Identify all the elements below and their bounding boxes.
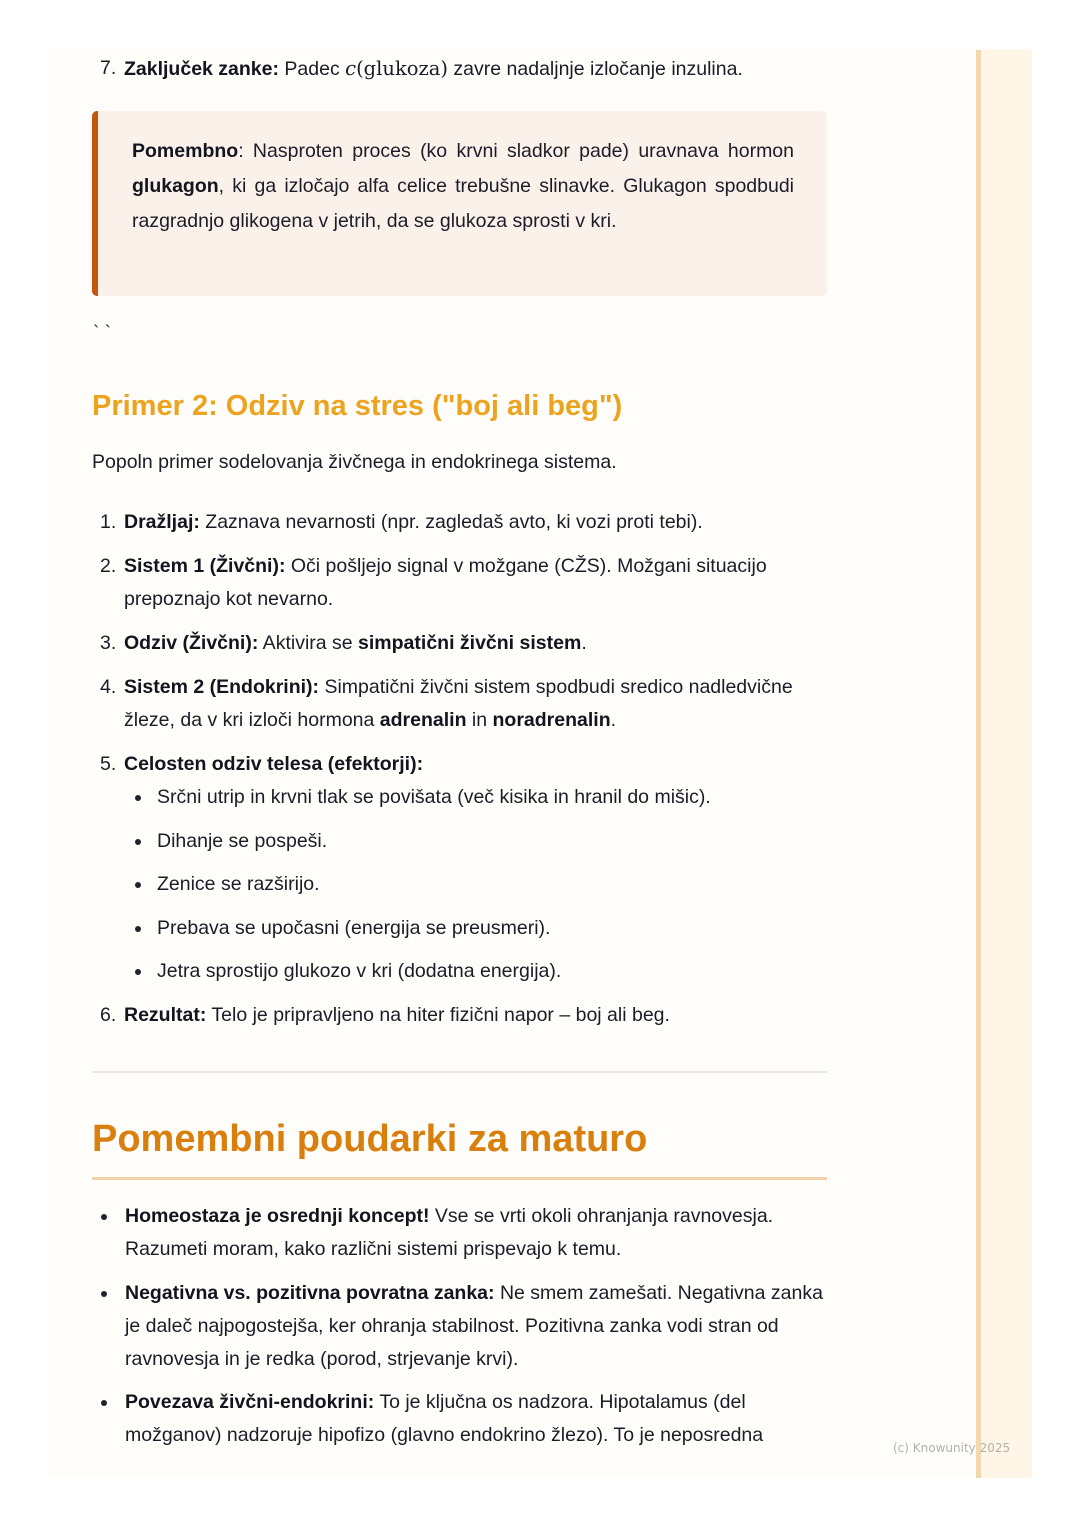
math-expression: c(glukoza) [345,57,449,80]
section-heading-example2: Primer 2: Odziv na stres ("boj ali beg") [92,390,623,422]
highlight-item: Homeostaza je osrednji koncept! Vse se vrti okoli ohranjanja ravnovesja. Razumeti moram, kako različni sistemi prispevajo k temu. [92,1200,827,1266]
callout-label: Pomembno [132,140,239,162]
important-callout: Pomembno: Nasproten proces (ko krvni sladkor pade) uravnava hormon glukagon, ki ga izločajo alfa celice trebušne slinavke. Glukagon spodbudi razgradnjo glikogena v jetrih, da se glukoza sprosti v kri. [92,111,827,296]
heading-underline [92,1177,827,1180]
top-list-item [92,52,827,86]
bullet-item: Srčni utrip in krvni tlak se povišata (več kisika in hranil do mišic). [124,781,832,814]
list-item-4: 4. Sistem 2 (Endokrini): Simpatični živčni sistem spodbudi sredico nadledvične žleze, da v kri izloči hormona adrenalin in noradrenalin. [100,676,793,731]
list-item-3: 3. Odziv (Živčni): Aktivira se simpatični živčni sistem. [100,632,587,654]
bullet-item: Zenice se razširijo. [124,868,832,901]
list-number: 7. [100,57,117,79]
bullet-item: Jetra sprostijo glukozo v kri (dodatna energija). [124,955,832,988]
item-label: Zaključek zanke: [124,58,279,80]
copyright-footer: (c) Knowunity 2025 [893,1441,1011,1455]
list-item-6: 6. Rezultat: Telo je pripravljeno na hiter fizični napor – boj ali beg. [100,1004,670,1026]
stress-response-steps [92,506,832,1043]
section-heading-highlights: Pomembni poudarki za maturo [92,1118,648,1160]
list-item-2: 2. Sistem 1 (Živčni): Oči pošljejo signal v možgane (CŽS). Možgani situacijo prepoznajo kot nevarno. [100,555,767,610]
bullet-item: Prebava se upočasni (energija se preusmeri). [124,912,832,945]
highlights-list [92,1200,827,1463]
effector-bullets [124,781,832,988]
bullet-item: Dihanje se pospeši. [124,825,832,858]
section-intro: Popoln primer sodelovanja živčnega in endokrinega sistema. [92,451,617,473]
list-item-1: 1. Dražljaj: Zaznava nevarnosti (npr. zagledaš avto, ki vozi proti tebi). [100,511,703,533]
list-item-7: 7. Zaključek zanke: Padec c(glukoza) zavre nadaljnje izločanje inzulina. [92,52,827,86]
list-item-5: 5. Celosten odziv telesa (efektorji): Srčni utrip in krvni tlak se povišata (več kisika in hranil do mišic). Dihanje se pospeši. Zenice se razširijo. Prebava se upočasni (energija se preusmeri). Jetra sprostijo glukozo v kri (dodatna energija). [92,748,832,988]
section-divider [92,1071,827,1073]
highlight-item: Negativna vs. pozitivna povratna zanka: Ne smem zamešati. Negativna zanka je daleč najpogostejša, ker ohranja stabilnost. Pozitivna zanka vodi stran od ravnovesja in je redka (porod, strjevanje krvi). [92,1277,827,1376]
highlight-item: Povezava živčni-endokrini: To je ključna os nadzora. Hipotalamus (del možganov) nadzoruje hipofizo (glavno endokrino žlezo). To je neposredna [92,1386,827,1452]
side-margin-strip [976,50,1032,1478]
stray-backticks: ` ` [93,323,111,344]
